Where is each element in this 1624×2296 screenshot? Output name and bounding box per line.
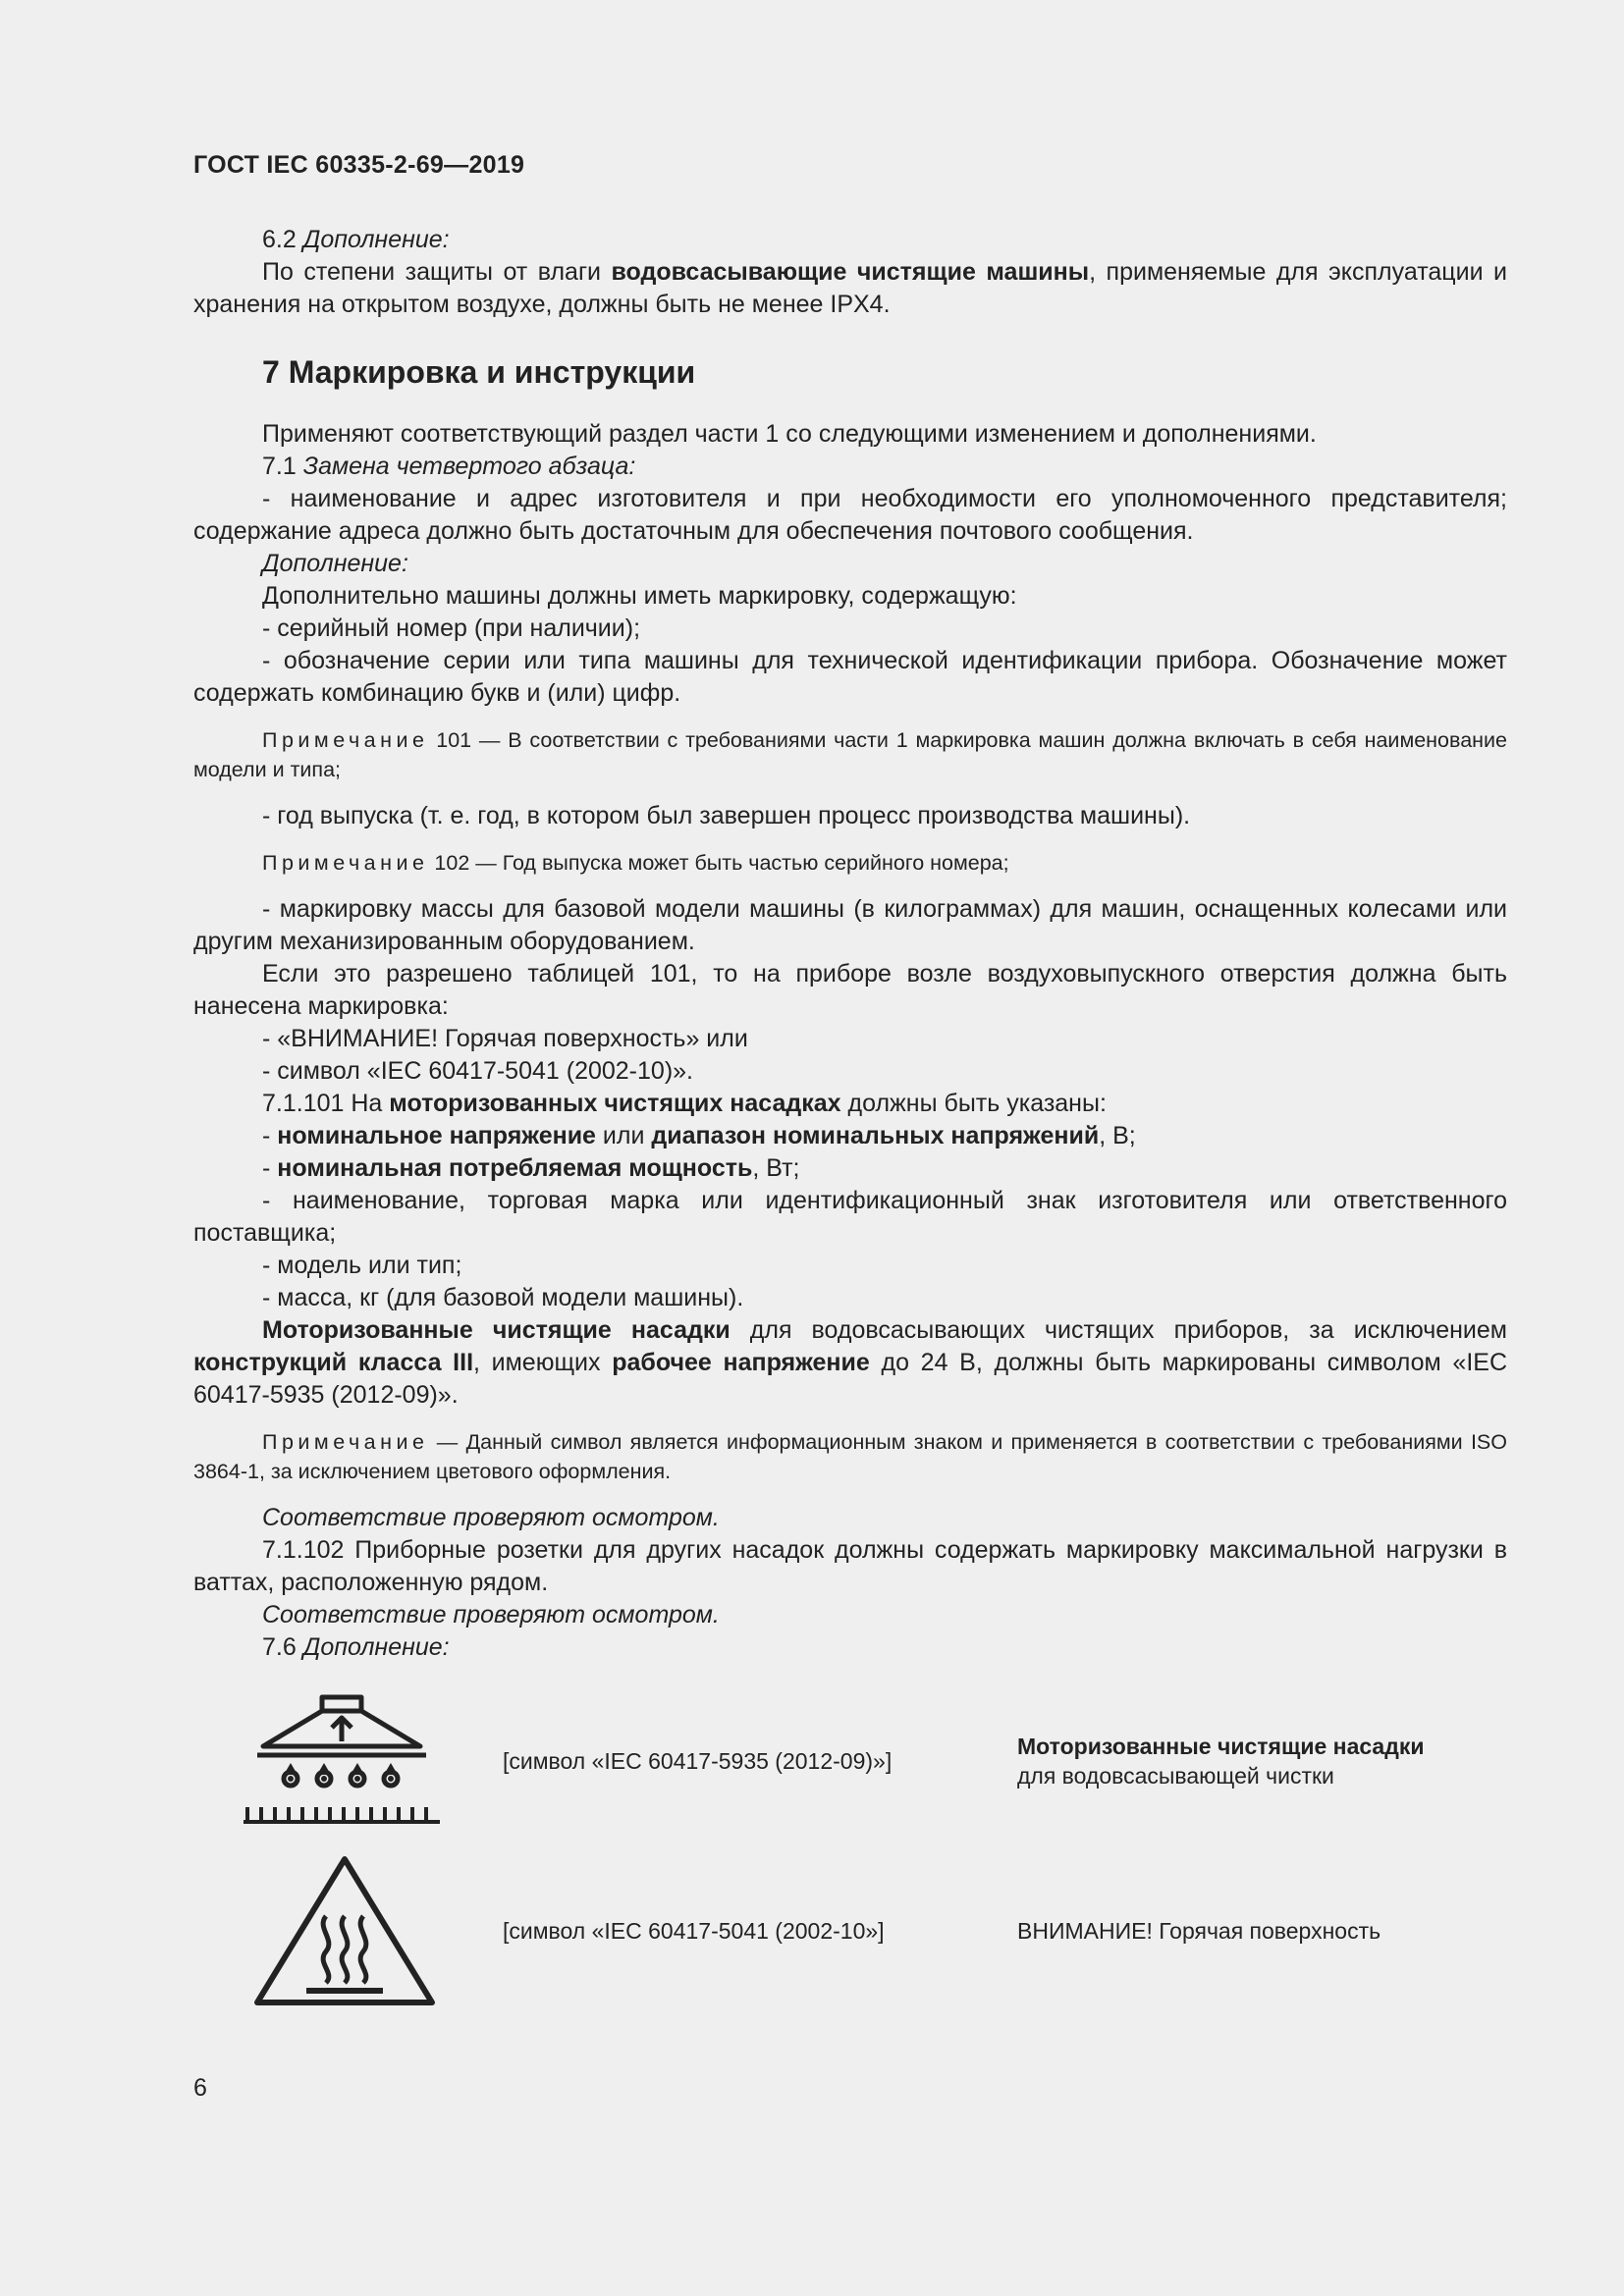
list-item: - номинальная потребляемая мощность, Вт;: [262, 1154, 800, 1182]
clause-7-6-heading: 7.6 Дополнение:: [262, 1633, 450, 1661]
clause-7-1-heading: 7.1 Замена четвертого абзаца:: [262, 453, 636, 480]
list-item: - обозначение серии или типа машины для технической идентификации прибора. Обозначение может содержать комбинацию букв и (или) цифр.: [193, 647, 1507, 707]
note-102: Примечание 102 — Год выпуска может быть частью серийного номера;: [262, 851, 1009, 875]
list-item: - масса, кг (для базовой модели машины).: [262, 1284, 744, 1311]
note-101: Примечание 101 — В соответствии с требованиями части 1 маркировка машин должна включать в себя наименование модели и типа;: [193, 728, 1507, 781]
note-symbol: Примечание — Данный символ является информационным знаком и применяется в соответствии с требованиями ISO 3864-1, за исключением цветового оформления.: [193, 1430, 1507, 1483]
addition-text: Дополнительно машины должны иметь маркировку, содержащую:: [262, 582, 1017, 610]
section-7-intro: Применяют соответствующий раздел части 1 со следующими изменением и дополнениями.: [262, 420, 1317, 448]
list-item: - «ВНИМАНИЕ! Горячая поверхность» или: [262, 1025, 748, 1052]
symbol-reference: [символ «IEC 60417-5935 (2012-09)»]: [503, 1748, 893, 1774]
clause-7-1-101: 7.1.101 На моторизованных чистящих насадках должны быть указаны:: [262, 1090, 1107, 1117]
clause-6-2-heading: 6.2 Дополнение:: [262, 226, 450, 253]
list-item: - год выпуска (т. е. год, в котором был завершен процесс производства машины).: [262, 802, 1191, 829]
list-item: - модель или тип;: [262, 1252, 462, 1279]
hot-surface-warning-icon: [251, 1853, 438, 2008]
clause-7-1-102: 7.1.102 Приборные розетки для других насадок должны содержать маркировку максимальной нагрузки в ваттах, расположенную рядом.: [193, 1536, 1507, 1596]
motorized-nozzle-symbol-icon: [242, 1694, 442, 1827]
addition-label: Дополнение:: [262, 550, 408, 577]
symbol-description: ВНИМАНИЕ! Горячая поверхность: [1017, 1918, 1381, 1944]
list-item: - номинальное напряжение или диапазон номинальных напряжений, В;: [262, 1122, 1136, 1149]
section-7-title: 7 Маркировка и инструкции: [262, 354, 696, 390]
table-101-text: Если это разрешено таблицей 101, то на приборе возле воздуховыпускного отверстия должна быть нанесена маркировка:: [193, 960, 1507, 1020]
list-item: - наименование, торговая марка или идентификационный знак изготовителя или ответственного поставщика;: [193, 1187, 1507, 1247]
symbol-description-title: Моторизованные чистящие насадки: [1017, 1734, 1425, 1759]
symbol-reference: [символ «IEC 60417-5041 (2002-10»]: [503, 1918, 885, 1944]
list-item: - маркировку массы для базовой модели машины (в килограммах) для машин, оснащенных колесами или другим механизированным оборудованием.: [193, 895, 1507, 955]
compliance-check: Соответствие проверяют осмотром.: [262, 1601, 720, 1629]
motorized-nozzles-paragraph: Моторизованные чистящие насадки для водовсасывающих чистящих приборов, за исключением конструкций класса III, имеющих рабочее напряжение до 24 В, должны быть маркированы символом «IEC 60417-5935 (2012-09)».: [193, 1316, 1507, 1409]
list-item: - символ «IEC 60417-5041 (2002-10)».: [262, 1057, 693, 1085]
document-body: [193, 224, 1507, 1664]
clause-6-2-text: По степени защиты от влаги водовсасывающие чистящие машины, применяемые для эксплуатации и хранения на открытом воздухе, должны быть не менее IPX4.: [193, 258, 1507, 318]
list-item: - наименование и адрес изготовителя и при необходимости его уполномоченного представителя; содержание адреса должно быть достаточным для обеспечения почтового сообщения.: [193, 485, 1507, 545]
page-number: 6: [193, 2074, 207, 2102]
list-item: - серийный номер (при наличии);: [262, 614, 641, 642]
compliance-check: Соответствие проверяют осмотром.: [262, 1504, 720, 1531]
symbol-description: для водовсасывающей чистки: [1017, 1763, 1334, 1789]
document-header: ГОСТ IEC 60335-2-69—2019: [193, 151, 525, 179]
